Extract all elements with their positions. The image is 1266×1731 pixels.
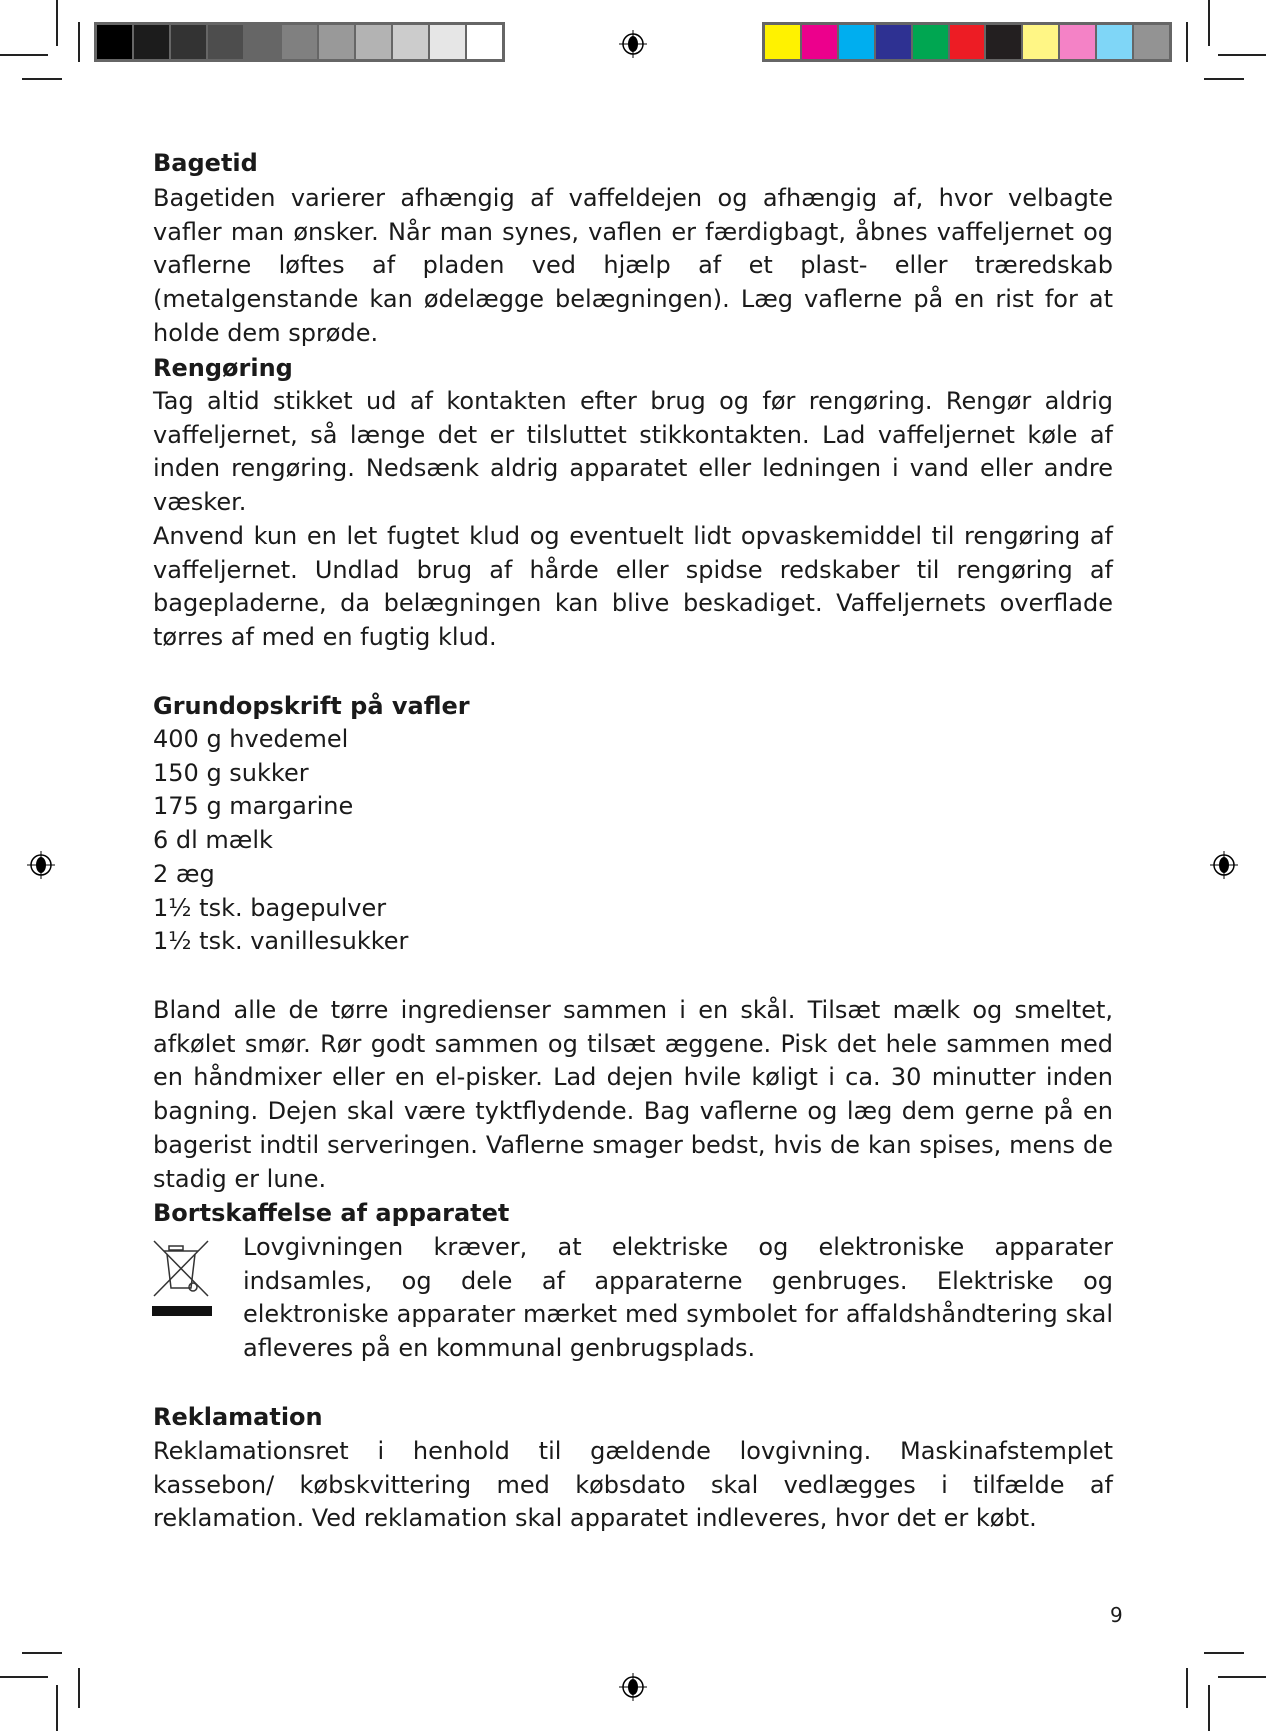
crop-mark: [1208, 1685, 1210, 1731]
color-swatch: [97, 25, 132, 59]
color-swatch: [876, 25, 911, 59]
weee-crossed-bin-icon: [152, 1238, 212, 1318]
heading-bagetid: Bagetid: [153, 149, 258, 177]
crop-mark: [1204, 78, 1244, 80]
page-number: 9: [1110, 1603, 1123, 1627]
color-swatch: [1134, 25, 1169, 59]
crop-mark: [1204, 1652, 1244, 1654]
color-swatch: [134, 25, 169, 59]
registration-mark-icon: [619, 30, 647, 58]
color-swatch: [356, 25, 391, 59]
color-swatch: [171, 25, 206, 59]
color-swatch: [319, 25, 354, 59]
color-swatch: [802, 25, 837, 59]
ingredient: 1½ tsk. bagepulver: [153, 893, 387, 922]
color-swatch: [1060, 25, 1095, 59]
paragraph-disposal: Lovgivningen kræver, at elektriske og elektroniske apparater indsamles, og dele af apparaterne genbruges. Elektriske og elektroniske apparater mærket med symbolet for affaldshåndtering skal afleveres på en kommunal genbrugsplads.: [243, 1233, 1113, 1363]
ingredient: 2 æg: [153, 859, 215, 888]
color-swatch: [950, 25, 985, 59]
crop-mark: [1218, 1676, 1266, 1678]
color-swatch: [282, 25, 317, 59]
crop-mark: [22, 78, 62, 80]
crop-mark: [1186, 1668, 1188, 1708]
cmyk-color-bar: [762, 22, 1172, 62]
heading-claims: Reklamation: [153, 1403, 323, 1431]
paragraph-recipe: Bland alle de tørre ingredienser sammen i en skål. Tilsæt mælk og smeltet, afkølet smør. Rør godt sammen og tilsæt æggene. Pisk det hele sammen med en håndmixer eller en el-pisker. Lad dejen hvile køligt i ca. 30 minutter inden bagning. Dejen skal være tyktflydende. Bag vaflerne og læg dem gerne på en bagerist indtil serveringen. Vaflerne smager bedst, hvis de kan spises, mens de stadig er lune.: [153, 996, 1113, 1193]
color-swatch: [913, 25, 948, 59]
crop-mark: [78, 1668, 80, 1708]
paragraph-rengoring-2: Anvend kun en let fugtet klud og eventuelt lidt opvaskemiddel til rengøring af vaffeljernet. Undlad brug af hårde eller spidse redskaber til rengøring af bagepladerne, da belægningen kan blive beskadiget. Vaffeljernets overflade tørres af med en fugtig klud.: [153, 522, 1113, 652]
ingredient-list: [153, 723, 1113, 959]
color-swatch: [1023, 25, 1058, 59]
color-swatch: [467, 25, 502, 59]
grayscale-color-bar: [94, 22, 505, 62]
heading-disposal: Bortskaffelse af apparatet: [153, 1199, 510, 1227]
registration-mark-icon: [27, 851, 55, 879]
crop-mark: [56, 1685, 58, 1731]
color-swatch: [393, 25, 428, 59]
paragraph-claims: Reklamationsret i henhold til gældende lovgivning. Maskinafstemplet kassebon/ købskvittering med købsdato skal vedlægges i tilfælde af reklamation. Ved reklamation skal apparatet indleveres, hvor det er købt.: [153, 1437, 1113, 1533]
color-swatch: [765, 25, 800, 59]
color-swatch: [1097, 25, 1132, 59]
ingredient: 1½ tsk. vanillesukker: [153, 927, 409, 956]
registration-mark-icon: [619, 1673, 647, 1701]
color-swatch: [245, 25, 280, 59]
heading-rengoring: Rengøring: [153, 354, 293, 382]
ingredient: 175 g margarine: [153, 792, 354, 821]
crop-mark: [22, 1652, 62, 1654]
crop-mark: [0, 54, 48, 56]
ingredient: 6 dl mælk: [153, 826, 273, 855]
crop-mark: [78, 22, 80, 62]
heading-recipe: Grundopskrift på vafler: [153, 692, 470, 720]
registration-mark-icon: [1210, 851, 1238, 879]
crop-mark: [1208, 0, 1210, 46]
paragraph-rengoring: Tag altid stikket ud af kontakten efter brug og før rengøring. Rengør aldrig vaffeljernet, så længe det er tilsluttet stikkontakten. Lad vaffeljernet køle af inden rengøring. Nedsænk aldrig apparatet eller ledningen i vand eller andre væsker.: [153, 387, 1113, 517]
crop-mark: [0, 1676, 48, 1678]
color-swatch: [430, 25, 465, 59]
crop-mark: [1186, 22, 1188, 62]
crop-mark: [1218, 54, 1266, 56]
ingredient: 150 g sukker: [153, 758, 309, 787]
ingredient: 400 g hvedemel: [153, 725, 349, 753]
paragraph-bagetid: Bagetiden varierer afhængig af vaffeldejen og afhængig af, hvor velbagte vafler man ønsker. Når man synes, vaflen er færdigbagt, åbnes vaffeljernet og vaflerne løftes af pladen ved hjælp af et plast- eller træredskab (metalgenstande kan ødelægge belægningen). Læg vaflerne på en rist for at holde dem sprøde.: [153, 184, 1113, 347]
color-swatch: [208, 25, 243, 59]
color-swatch: [839, 25, 874, 59]
color-swatch: [986, 25, 1021, 59]
crop-mark: [56, 0, 58, 46]
